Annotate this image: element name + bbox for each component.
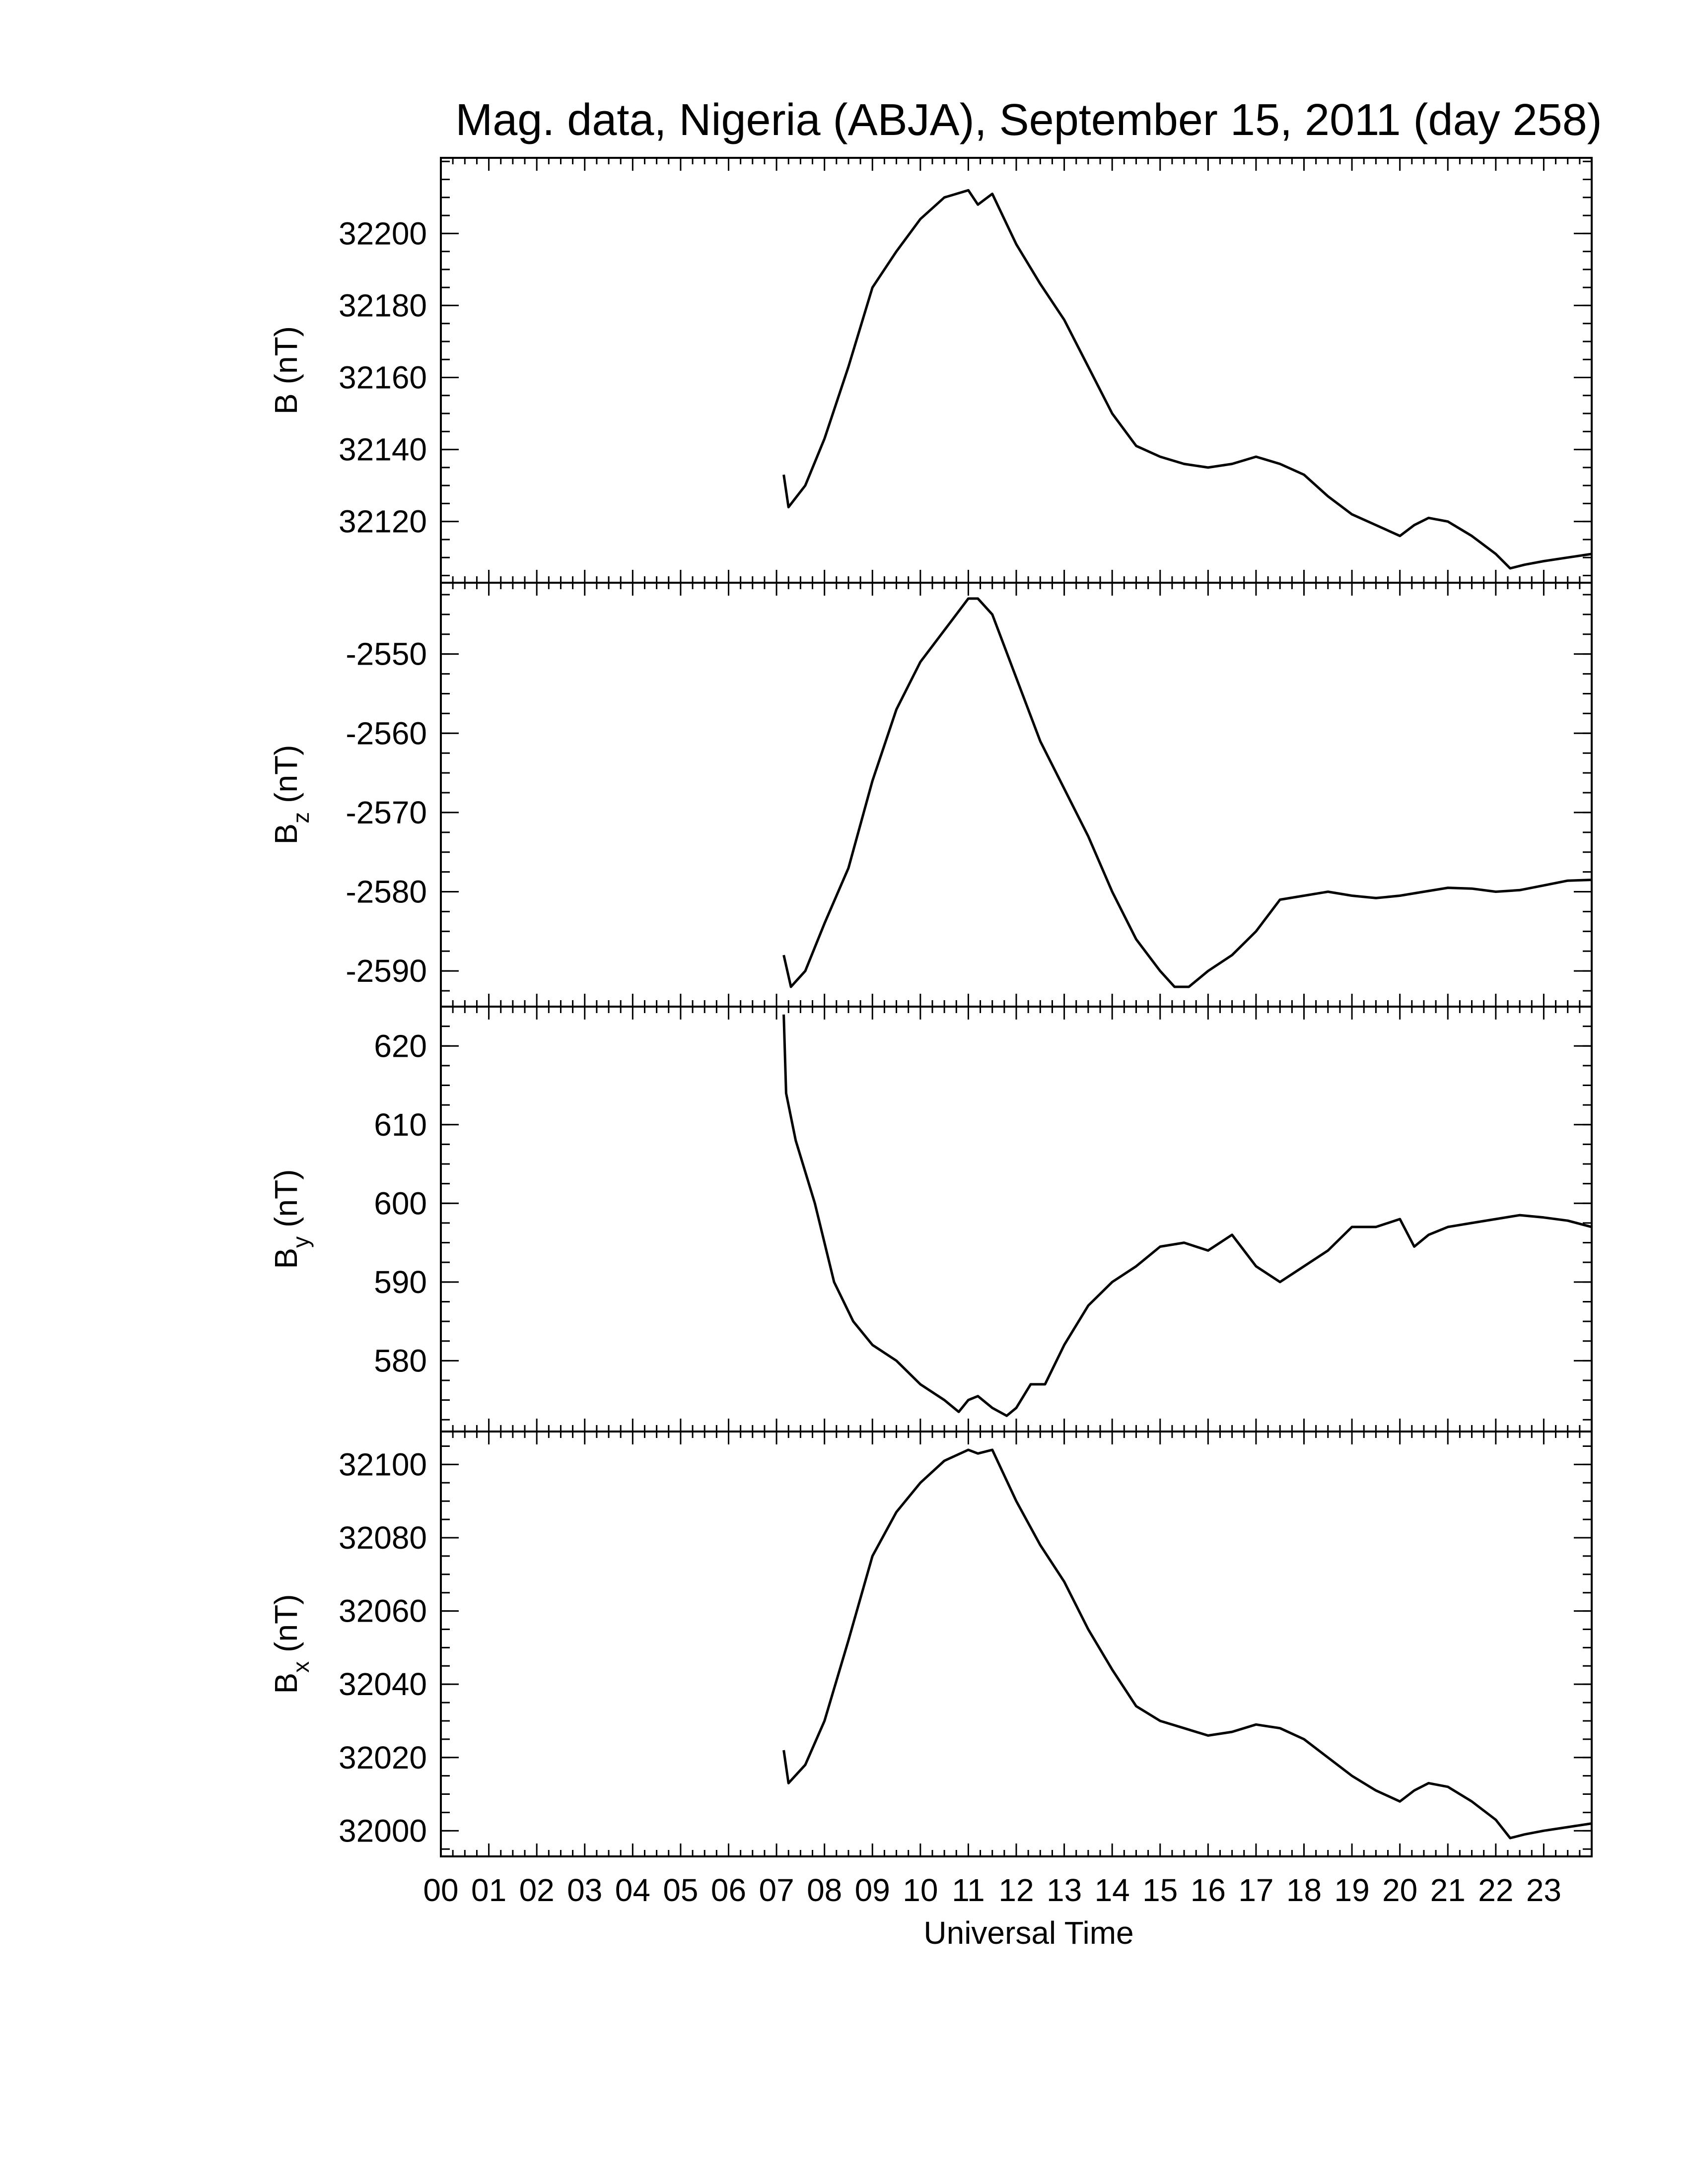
- y-tick-label: 32120: [339, 503, 427, 540]
- x-axis: [423, 1872, 1561, 1908]
- series-line-0: [784, 190, 1592, 568]
- y-axis-label-unit: (nT): [268, 745, 304, 803]
- y-axis-label-main: B: [268, 1672, 304, 1694]
- x-tick-label: 03: [567, 1872, 603, 1908]
- x-tick-label: 22: [1478, 1872, 1514, 1908]
- y-tick-label: -2550: [346, 636, 427, 672]
- y-tick-label: -2590: [346, 953, 427, 989]
- y-tick-label: -2570: [346, 794, 427, 830]
- y-tick-label: 32100: [339, 1446, 427, 1483]
- y-axis-label: [268, 1169, 314, 1269]
- panel-1: [268, 583, 1592, 1007]
- x-tick-label: 09: [854, 1872, 890, 1908]
- y-tick-label: 32040: [339, 1666, 427, 1703]
- y-axis-label-main: B: [268, 393, 304, 414]
- panel-frame: [441, 1432, 1592, 1856]
- x-tick-label: 17: [1238, 1872, 1274, 1908]
- y-tick-label: 32080: [339, 1520, 427, 1556]
- y-tick-label: 600: [374, 1185, 427, 1222]
- y-axis-label: [268, 1594, 314, 1694]
- y-axis-label-subscript: y: [288, 1236, 314, 1248]
- panel-frame: [441, 583, 1592, 1007]
- series-line-1: [784, 599, 1592, 987]
- chart-title: Mag. data, Nigeria (ABJA), September 15, 2011 (day 258): [455, 95, 1602, 145]
- x-tick-label: 05: [663, 1872, 699, 1908]
- y-axis-label: [268, 326, 304, 414]
- y-axis-label-subscript: z: [288, 812, 314, 823]
- x-tick-label: 20: [1382, 1872, 1418, 1908]
- y-tick-label: -2580: [346, 874, 427, 910]
- y-tick-label: 32020: [339, 1739, 427, 1775]
- x-tick-label: 14: [1094, 1872, 1130, 1908]
- x-tick-label: 10: [903, 1872, 938, 1908]
- x-tick-label: 13: [1046, 1872, 1082, 1908]
- x-tick-label: 00: [423, 1872, 459, 1908]
- y-tick-label: 32200: [339, 215, 427, 252]
- y-tick-label: 32000: [339, 1813, 427, 1849]
- x-tick-label: 21: [1430, 1872, 1466, 1908]
- y-tick-label: 32180: [339, 287, 427, 324]
- y-tick-label: 620: [374, 1028, 427, 1064]
- y-tick-label: 32140: [339, 431, 427, 468]
- x-tick-label: 15: [1142, 1872, 1178, 1908]
- x-tick-label: 07: [759, 1872, 794, 1908]
- x-tick-label: 02: [519, 1872, 555, 1908]
- series-line-2: [784, 1015, 1592, 1416]
- panel-3: [268, 1432, 1592, 1856]
- y-axis-label: [268, 745, 314, 845]
- x-tick-label: 16: [1190, 1872, 1226, 1908]
- panel-0: [268, 158, 1592, 583]
- x-tick-label: 23: [1526, 1872, 1562, 1908]
- y-axis-label-unit: (nT): [268, 1169, 304, 1228]
- y-axis-label-unit: (nT): [268, 326, 304, 385]
- x-tick-label: 18: [1286, 1872, 1322, 1908]
- y-tick-label: 580: [374, 1343, 427, 1379]
- x-tick-label: 06: [710, 1872, 747, 1908]
- x-tick-label: 12: [998, 1872, 1034, 1908]
- x-tick-label: 01: [471, 1872, 507, 1908]
- panel-frame: [441, 158, 1592, 583]
- x-tick-label: 08: [807, 1872, 843, 1908]
- y-tick-label: 32160: [339, 359, 427, 396]
- y-tick-label: 32060: [339, 1593, 427, 1629]
- panel-frame: [441, 1007, 1592, 1432]
- x-tick-label: 11: [952, 1872, 985, 1908]
- panel-2: [268, 1007, 1592, 1432]
- series-line-3: [784, 1450, 1592, 1838]
- x-tick-label: 04: [615, 1872, 650, 1908]
- y-axis-label-subscript: x: [288, 1661, 314, 1673]
- x-tick-label: 19: [1334, 1872, 1370, 1908]
- y-tick-label: -2560: [346, 715, 427, 751]
- x-axis-label: Universal Time: [923, 1915, 1134, 1951]
- y-tick-label: 590: [374, 1264, 427, 1300]
- y-axis-label-unit: (nT): [268, 1594, 304, 1652]
- y-tick-label: 610: [374, 1106, 427, 1143]
- y-axis-label-main: B: [268, 823, 304, 845]
- chart-panels: [268, 158, 1592, 1856]
- y-axis-label-main: B: [268, 1247, 304, 1269]
